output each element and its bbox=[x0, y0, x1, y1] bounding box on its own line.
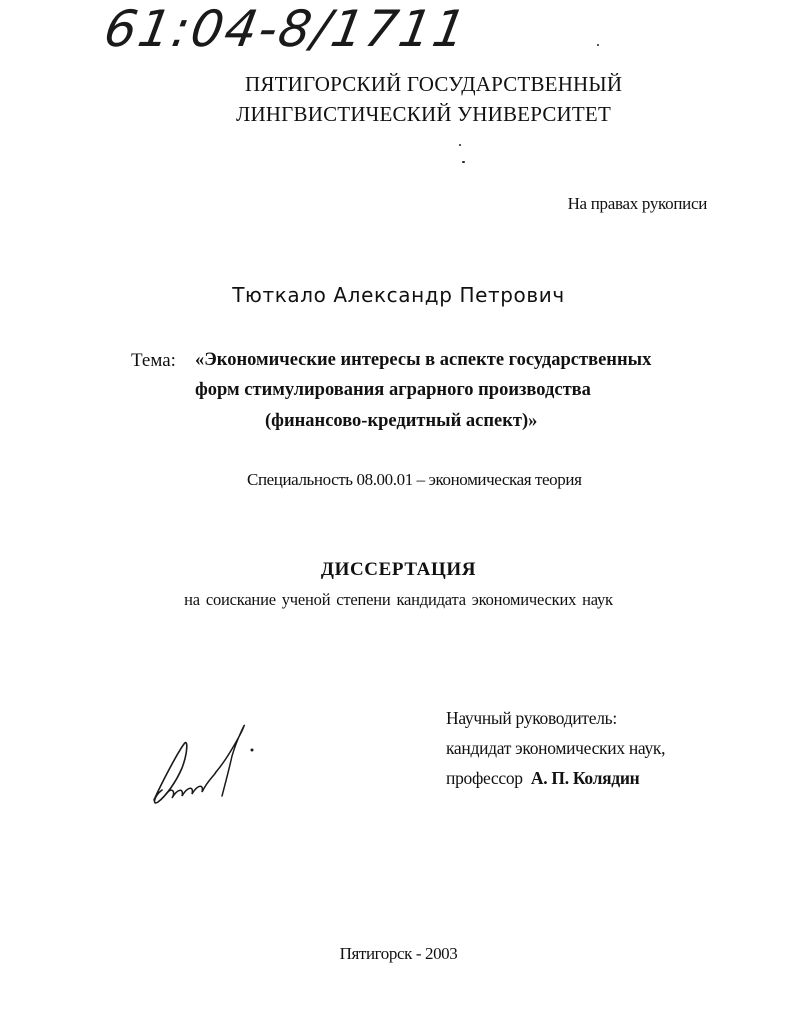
scan-speck bbox=[462, 161, 465, 163]
supervisor-name: А. П. Колядин bbox=[530, 768, 640, 788]
scan-speck bbox=[597, 44, 599, 46]
supervisor-label: Научный руководитель: bbox=[446, 708, 617, 728]
dissertation-title: ДИССЕРТАЦИЯ bbox=[320, 559, 477, 580]
signature-graphic bbox=[148, 722, 268, 822]
supervisor-degree: кандидат экономических наук, bbox=[446, 738, 666, 758]
university-name-line2: ЛИНГВИСТИЧЕСКИЙ УНИВЕРСИТЕТ bbox=[236, 102, 611, 126]
scan-speck bbox=[459, 144, 461, 146]
archive-code-handwritten: 61:04-8/1711 bbox=[99, 0, 473, 58]
specialty-line: Специальность 08.00.01 – экономическая теория bbox=[247, 470, 582, 489]
topic-line-1: «Экономические интересы в аспекте государственных bbox=[195, 350, 652, 370]
manuscript-rights-note: На правах рукописи bbox=[567, 194, 707, 213]
city-year: Пятигорск - 2003 bbox=[339, 944, 458, 963]
topic-line-3: (финансово-кредитный аспект)» bbox=[265, 411, 538, 431]
supervisor-title: профессор bbox=[446, 768, 523, 788]
university-name-line1: ПЯТИГОРСКИЙ ГОСУДАРСТВЕННЫЙ bbox=[245, 72, 623, 96]
supervisor-title-name bbox=[446, 768, 639, 789]
author-name: Тюткало Александр Петрович bbox=[232, 283, 565, 307]
degree-line: на соискание ученой степени кандидата экономических наук bbox=[184, 590, 613, 609]
topic-line-2: форм стимулирования аграрного производства bbox=[195, 380, 591, 400]
topic-label: Тема: bbox=[131, 350, 176, 371]
